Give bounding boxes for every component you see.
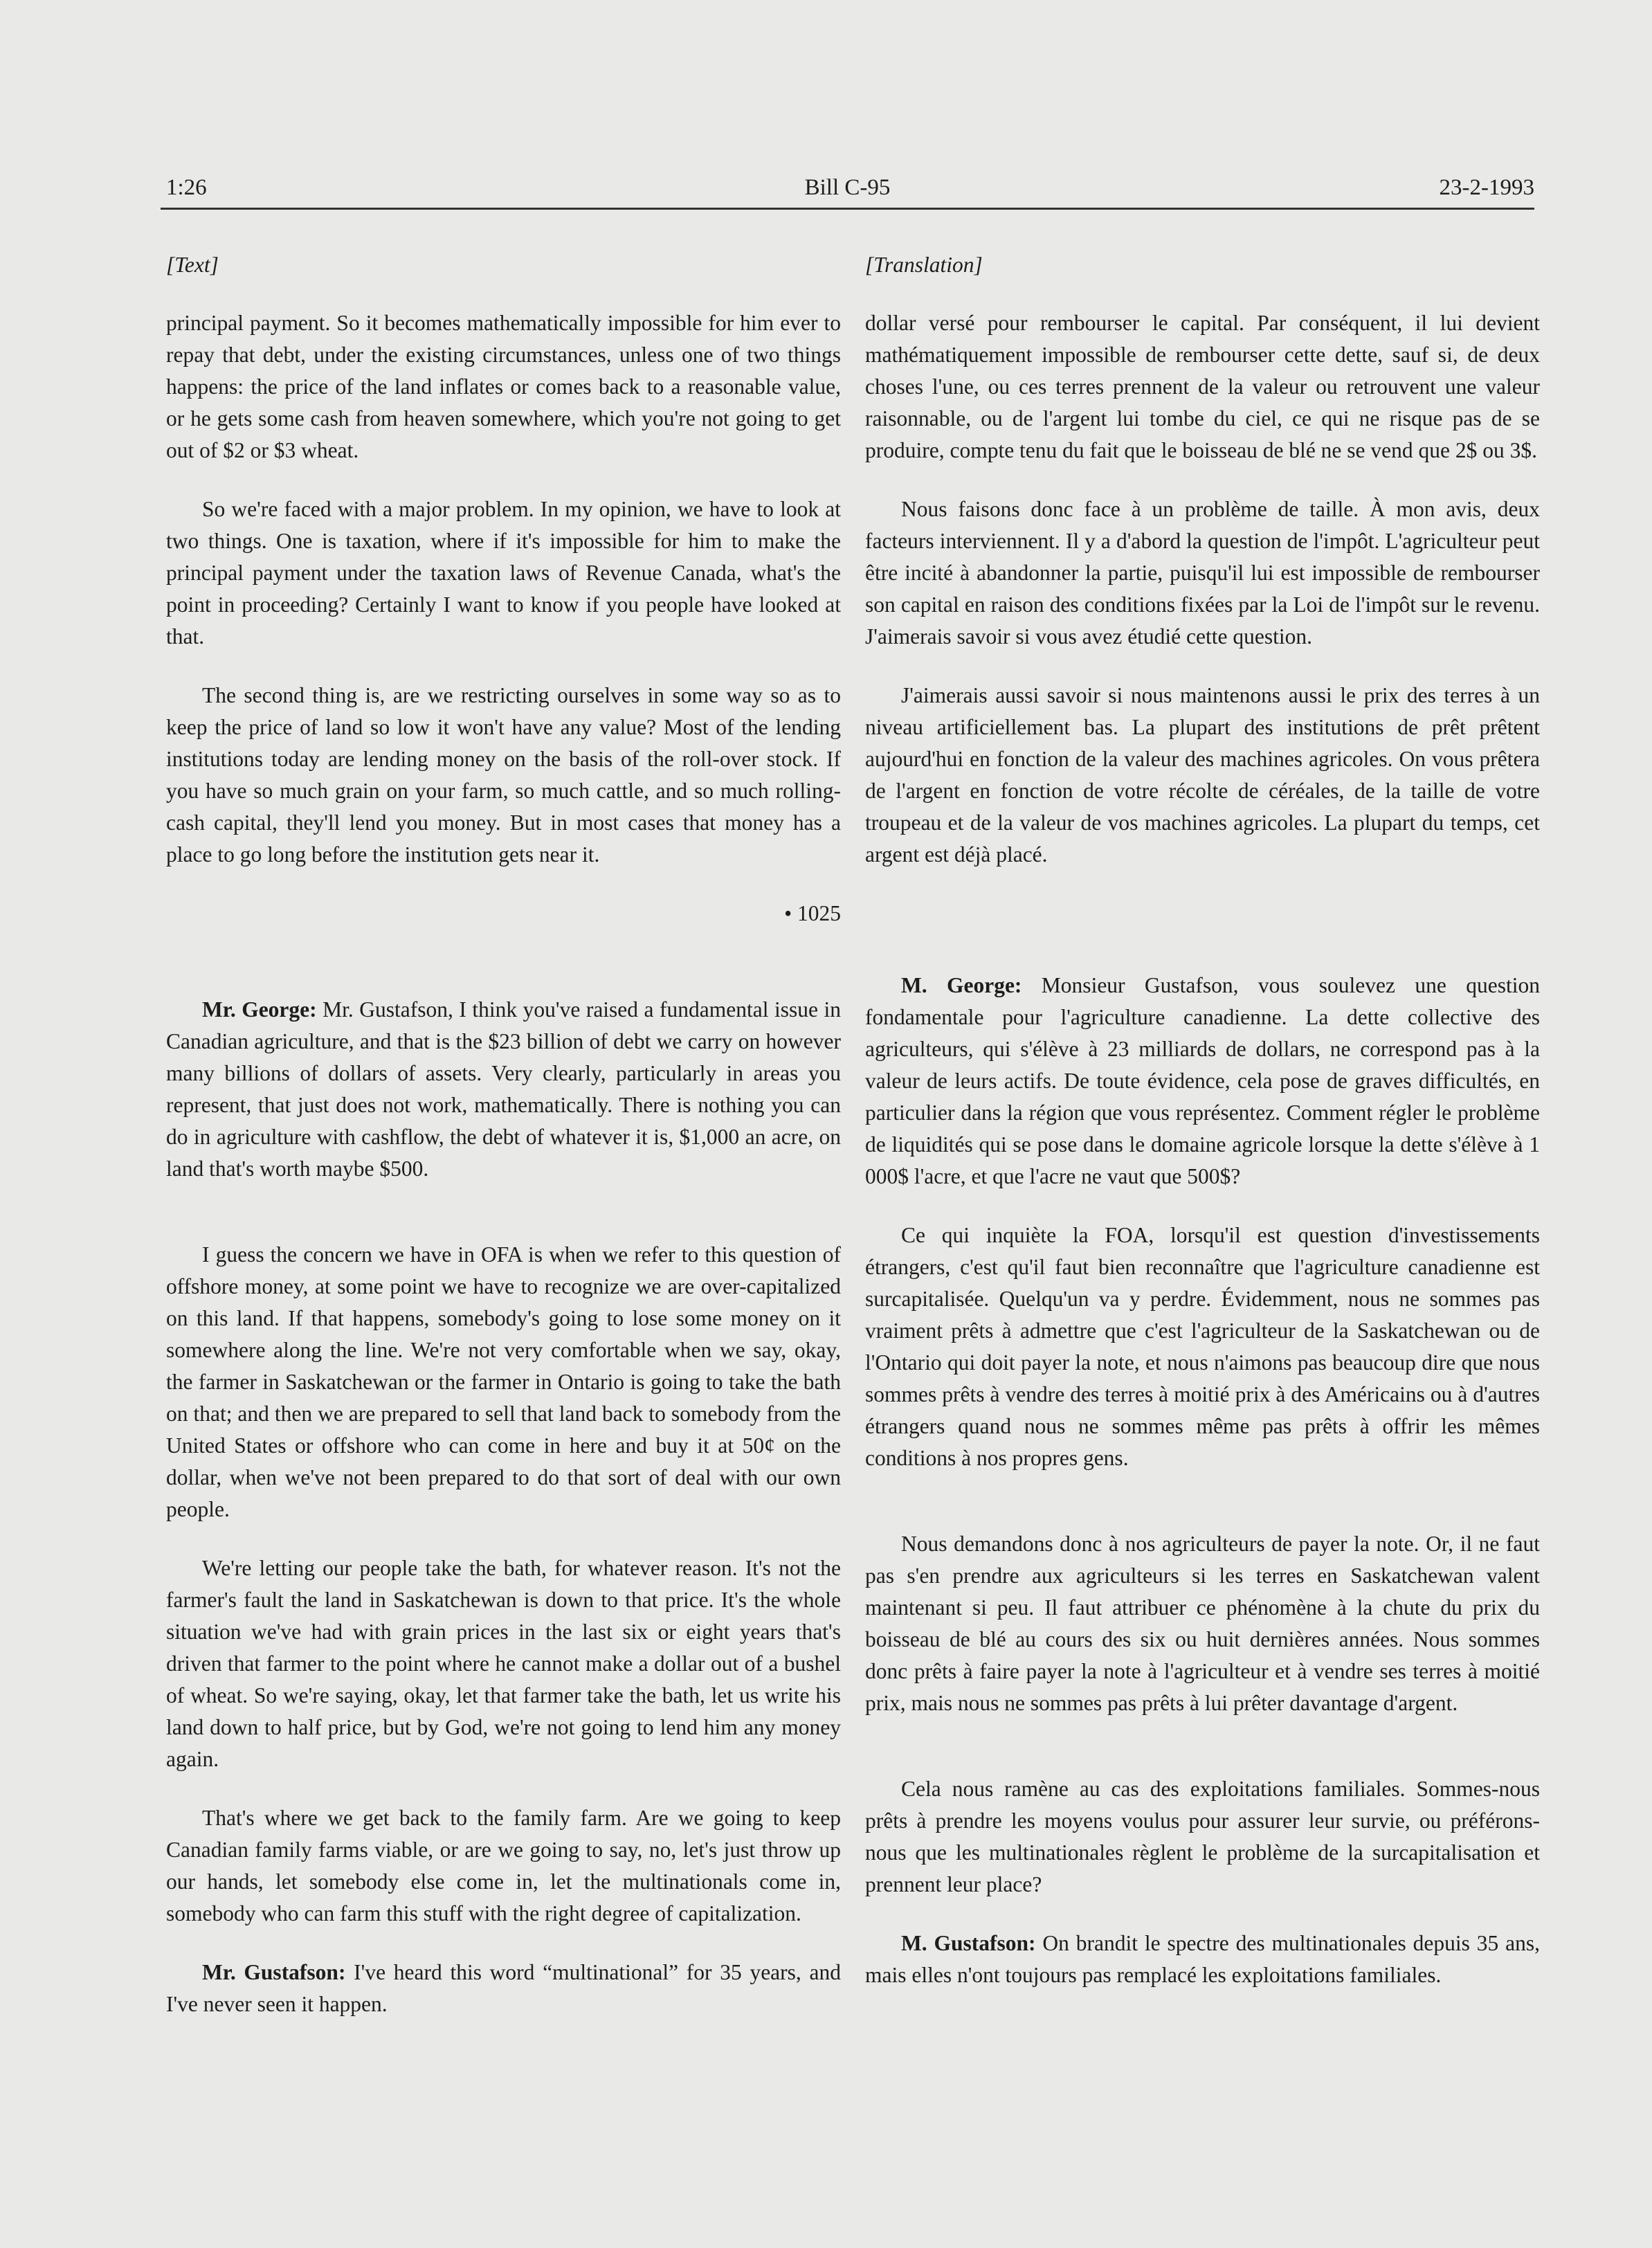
paragraph: Ce qui inquiète la FOA, lorsqu'il est question d'investissements étrangers, c'est qu'il faut bien reconnaître que l'agriculture canadienne est surcapitalisée. Quelqu'un va y perdre. Évidemment, nous ne sommes pas vraiment prêts à admettre que c'est l'agriculteur de la Saskatchewan ou de l'Ontario qui doit payer la note, et nous n'aimons pas beaucoup dire que nous sommes prêts à vendre des terres à moitié prix à des Américains ou à d'autres étrangers quand nous ne sommes même pas prêts à offrir les mêmes conditions à nos propres gens. bbox=[865, 1223, 1540, 1470]
paragraph: I guess the concern we have in OFA is when we refer to this question of offshore money, at some point we have to recognize we are over-capitalized on this land. If that happens, somebody's going to lose some money on it somewhere along the line. We're not very comfortable when we say, okay, the farmer in Saskatchewan or the farmer in Ontario is going to take the bath on that; and then we are prepared to sell that land back to somebody from the United States or offshore who can come in here and buy it at 50¢ on the dollar, when we've not been prepared to do that sort of deal with our own people. bbox=[166, 1242, 841, 1521]
speaker-text: On brandit le spectre des multinationales depuis 35 ans, mais elles n'ont toujours pas remplacé les exploitations familiales. bbox=[865, 1931, 1540, 1987]
paragraph: Nous demandons donc à nos agriculteurs de payer la note. Or, il ne faut pas s'en prendre aux agriculteurs si les terres en Saskatchewan valent maintenant si peu. Il faut attribuer ce phénomène à la chute du prix du boisseau de blé au cours des six ou huit dernières années. Nous sommes donc prêts à faire payer la note à l'agriculteur et à vendre ses terres à moitié prix, mais nous ne sommes pas prêts à lui prêter davantage d'argent. bbox=[865, 1532, 1540, 1715]
paragraph: So we're faced with a major problem. In my opinion, we have to look at two things. One is taxation, where if it's impossible for him to make the principal payment under the taxation laws of Revenue Canada, what's the point in proceeding? Certainly I want to know if you people have looked at that. bbox=[166, 497, 841, 649]
paragraph: We're letting our people take the bath, for whatever reason. It's not the farmer's fault the land in Saskatchewan is down to that price. It's the whole situation we've had with grain prices in the last six or eight years that's driven that farmer to the point where he cannot make a dollar out of a bushel of wheat. So we're saying, okay, let that farmer take the bath, let us write his land down to half price, but by God, we're not going to lend him any money again. bbox=[166, 1556, 841, 1771]
page-number: 1:26 bbox=[166, 175, 207, 200]
time-marker: • 1025 bbox=[784, 901, 841, 925]
speaker-paragraph bbox=[865, 1928, 1540, 1991]
speaker-name: Mr. Gustafson: bbox=[202, 1960, 346, 1984]
bill-title: Bill C-95 bbox=[804, 175, 891, 200]
speaker-paragraph bbox=[865, 970, 1540, 1193]
paragraph: Nous faisons donc face à un problème de taille. À mon avis, deux facteurs interviennent. Il y a d'abord la question de l'impôt. L'agriculteur peut être incité à abandonner la partie, puisqu'il lui est impossible de rembourser son capital en raison des conditions fixées par la Loi de l'impôt sur le revenu. J'aimerais savoir si vous avez étudié cette question. bbox=[865, 497, 1540, 649]
text-column-french bbox=[865, 249, 1540, 2018]
paragraph: J'aimerais aussi savoir si nous maintenons aussi le prix des terres à un niveau artificiellement bas. La plupart des institutions de prêt prêtent aujourd'hui en fonction de la valeur des machines agricoles. On vous prêtera de l'argent en fonction de votre récolte de céréales, de la taille de votre troupeau et de la valeur de vos machines agricoles. La plupart du temps, cet argent est déjà placé. bbox=[865, 683, 1540, 867]
page-header bbox=[161, 166, 1534, 210]
speaker-name: Mr. George: bbox=[202, 997, 317, 1022]
column-label-translation: [Translation] bbox=[865, 253, 983, 277]
paragraph: That's where we get back to the family farm. Are we going to keep Canadian family farms viable, or are we going to say, no, let's just throw up our hands, let somebody else come in, let the multinationals come in, somebody who can farm this stuff with the right degree of capitalization. bbox=[166, 1806, 841, 1925]
paragraph: Cela nous ramène au cas des exploitations familiales. Sommes-nous prêts à prendre les moyens voulus pour assurer leur survie, ou préférons-nous que les multinationales règlent le problème de la surcapitalisation et prennent leur place? bbox=[865, 1777, 1540, 1896]
column-label-text: [Text] bbox=[166, 253, 219, 277]
speaker-text: Monsieur Gustafson, vous soulevez une question fondamentale pour l'agriculture canadienne. La dette collective des agriculteurs, qui s'élève à 23 milliards de dollars, ne correspond pas à la valeur de leurs actifs. De toute évidence, cela pose de graves difficultés, en particulier dans la région que vous représentez. Comment régler le problème de liquidités qui se pose dans le domaine agricole lorsque la dette s'élève à 1 000$ l'acre, et que l'acre ne vaut que 500$? bbox=[865, 973, 1540, 1188]
speaker-paragraph bbox=[166, 994, 841, 1185]
header-date: 23-2-1993 bbox=[1439, 175, 1534, 200]
speaker-paragraph bbox=[166, 1957, 841, 2020]
speaker-text: I've heard this word “multinational” for 35 years, and I've never seen it happen. bbox=[166, 1960, 841, 2016]
paragraph: dollar versé pour rembourser le capital. Par conséquent, il lui devient mathématiquement impossible de rembourser cette dette, sauf si, de deux choses l'une, ou ces terres prennent de la valeur ou retrouvent une valeur raisonnable, ou de l'argent lui tombe du ciel, ce qui ne risque pas de se produire, compte tenu du fait que le boisseau de blé ne se vend que 2$ ou 3$. bbox=[865, 311, 1540, 462]
paragraph: The second thing is, are we restricting ourselves in some way so as to keep the price of land so low it won't have any value? Most of the lending institutions today are lending money on the basis of the roll-over stock. If you have so much grain on your farm, so much cattle, and so much rolling-cash capital, they'll lend you money. But in most cases that money has a place to go long before the institution gets near it. bbox=[166, 683, 841, 867]
speaker-name: M. Gustafson: bbox=[901, 1931, 1036, 1955]
speaker-text: Mr. Gustafson, I think you've raised a fundamental issue in Canadian agriculture, and that is the $23 billion of debt we carry on however many billions of dollars of assets. Very clearly, particularly in areas you represent, that just does not work, mathematically. There is nothing you can do in agriculture with cashflow, the debt of whatever it is, $1,000 an acre, on land that's worth maybe $500. bbox=[166, 997, 841, 1181]
speaker-name: M. George: bbox=[901, 973, 1022, 997]
paragraph: principal payment. So it becomes mathematically impossible for him ever to repay that debt, under the existing circumstances, unless one of two things happens: the price of the land inflates or comes back to a reasonable value, or he gets some cash from heaven somewhere, which you're not going to get out of $2 or $3 wheat. bbox=[166, 311, 841, 462]
text-column-english bbox=[166, 249, 841, 2047]
